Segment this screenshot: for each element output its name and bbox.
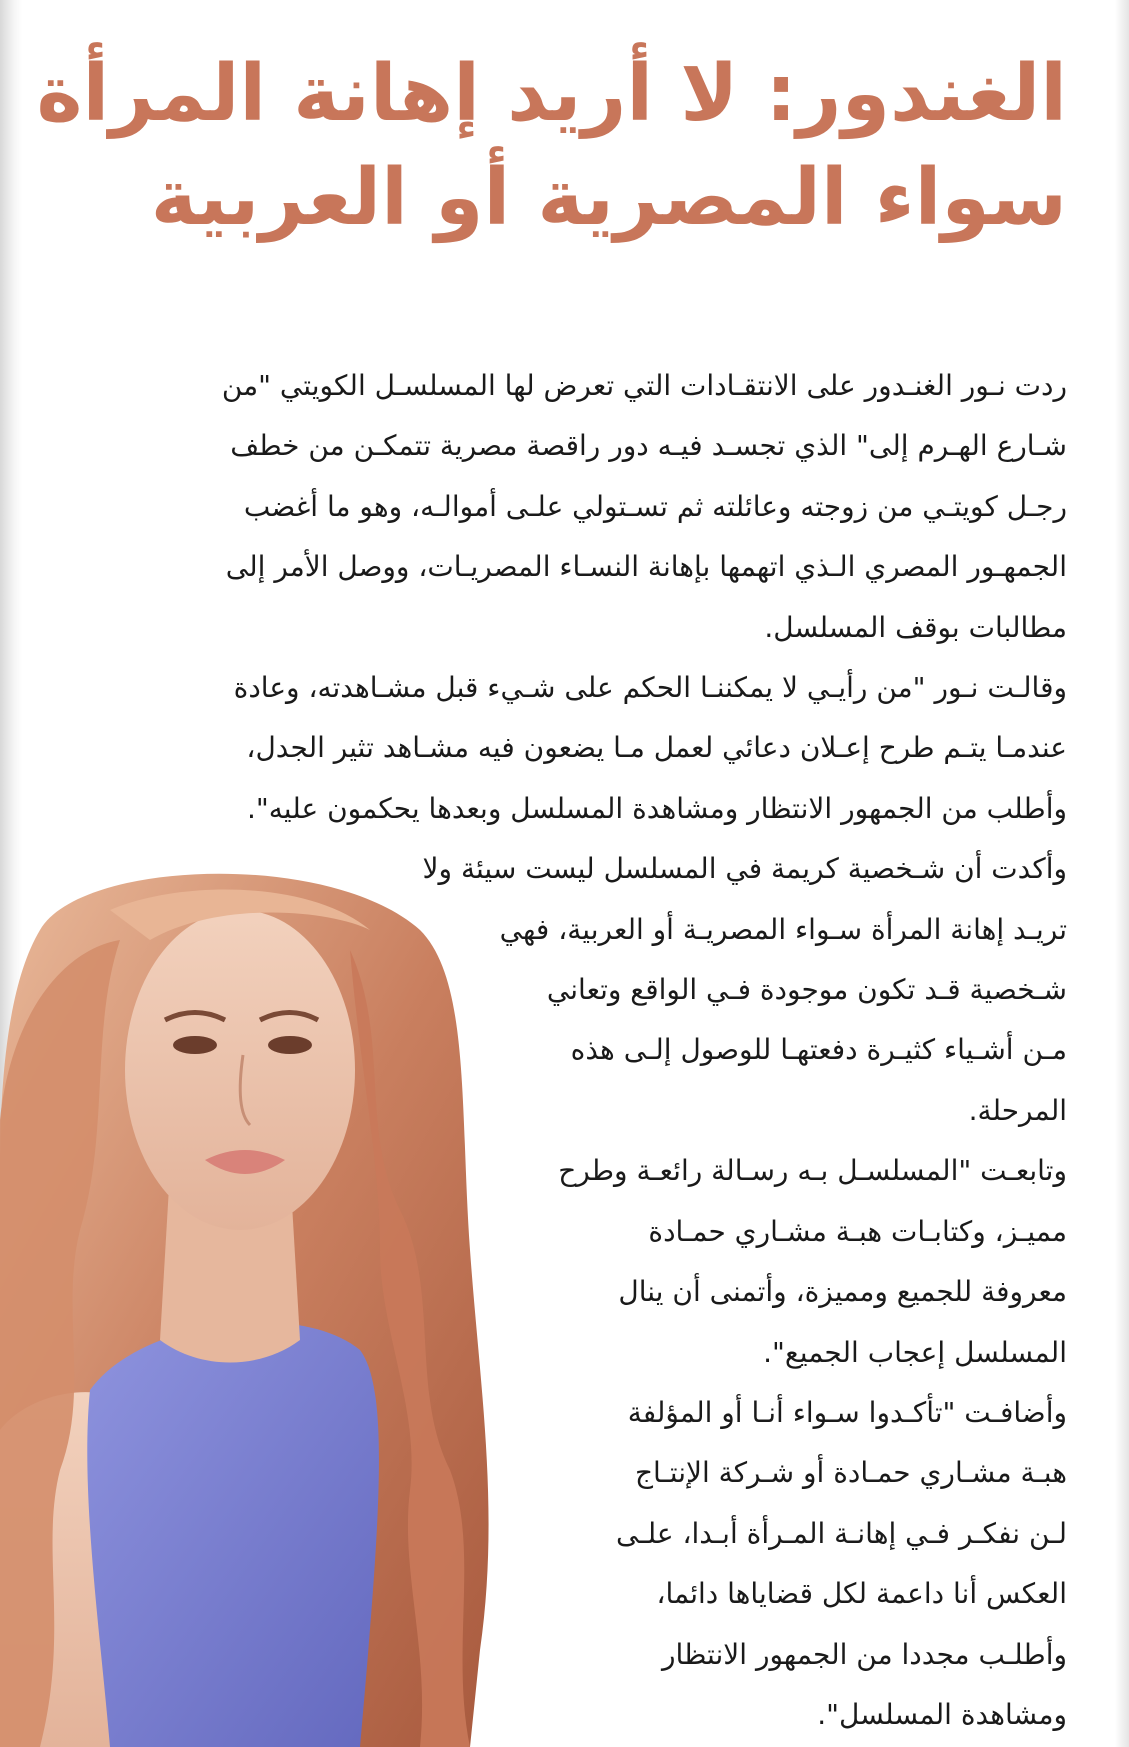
body-line: الجمهـور المصري الـذي اتهمها بإهانة النسـاء المصريـات، ووصل الأمر إلى xyxy=(225,550,1067,584)
body-line: معروفة للجميع ومميزة، وأتمنى أن ينال xyxy=(618,1275,1067,1309)
article-headline xyxy=(36,42,1067,250)
headline-line-2: سواء المصرية أو العربية xyxy=(150,153,1067,243)
body-line: وقالـت نـور "من رأيـي لا يمكننـا الحكم على شـيء قبل مشـاهدته، وعادة xyxy=(233,671,1067,705)
body-line: وأكدت أن شـخصية كريمة في المسلسل ليست سيئة ولا xyxy=(422,852,1067,886)
body-line: المرحلة. xyxy=(968,1093,1067,1127)
body-line: مـن أشـياء كثيـرة دفعتهـا للوصول إلـى هذه xyxy=(570,1033,1067,1067)
body-line: مميـز، وكتابـات هبـة مشـاري حمـادة xyxy=(648,1214,1067,1248)
body-line: شـخصية قـد تكون موجودة فـي الواقع وتعاني xyxy=(546,973,1067,1007)
body-line: المسلسل إعجاب الجميع". xyxy=(763,1335,1067,1369)
article-body xyxy=(82,356,1067,1745)
body-line: وأطلب من الجمهور الانتظار ومشاهدة المسلسل وبعدها يحكمون عليه". xyxy=(246,791,1067,825)
body-line: ردت نـور الغنـدور على الانتقـادات التي تعرض لها المسلسـل الكويتي "من xyxy=(221,369,1067,402)
page-edge-shadow-right xyxy=(1115,0,1129,1747)
body-line: عندمـا يتـم طرح إعـلان دعائي لعمل مـا يضعون فيه مشـاهد تثير الجدل، xyxy=(246,731,1067,765)
body-line: رجـل كويتـي من زوجته وعائلته ثم تسـتولي علـى أموالـه، وهو ما أغضب xyxy=(243,489,1067,523)
body-line: ومشاهدة المسلسل". xyxy=(817,1697,1067,1731)
body-line: تريـد إهانة المرأة سـواء المصريـة أو العربية، فهي xyxy=(499,912,1067,946)
headline-line-1: الغندور: لا أريد إهانة المرأة xyxy=(36,49,1067,139)
body-line: وتابعـت "المسلسـل بـه رسـالة رائعـة وطرح xyxy=(558,1154,1067,1188)
body-line: هبـة مشـاري حمـادة أو شـركة الإنتـاج xyxy=(634,1456,1067,1490)
body-line: مطالبات بوقف المسلسل. xyxy=(764,610,1067,644)
body-line: العكس أنا داعمة لكل قضاياها دائما، xyxy=(656,1577,1067,1611)
body-line: وأضافـت "تأكـدوا سـواء أنـا أو المؤلفة xyxy=(627,1395,1067,1429)
body-line: لـن نفكـر فـي إهانـة المـرأة أبـدا، علـى xyxy=(616,1516,1067,1550)
body-line: وأطلـب مجددا من الجمهور الانتظار xyxy=(662,1637,1067,1671)
body-line: شـارع الهـرم إلى" الذي تجسـد فيـه دور راقصة مصرية تتمكـن من خطف xyxy=(230,429,1067,463)
